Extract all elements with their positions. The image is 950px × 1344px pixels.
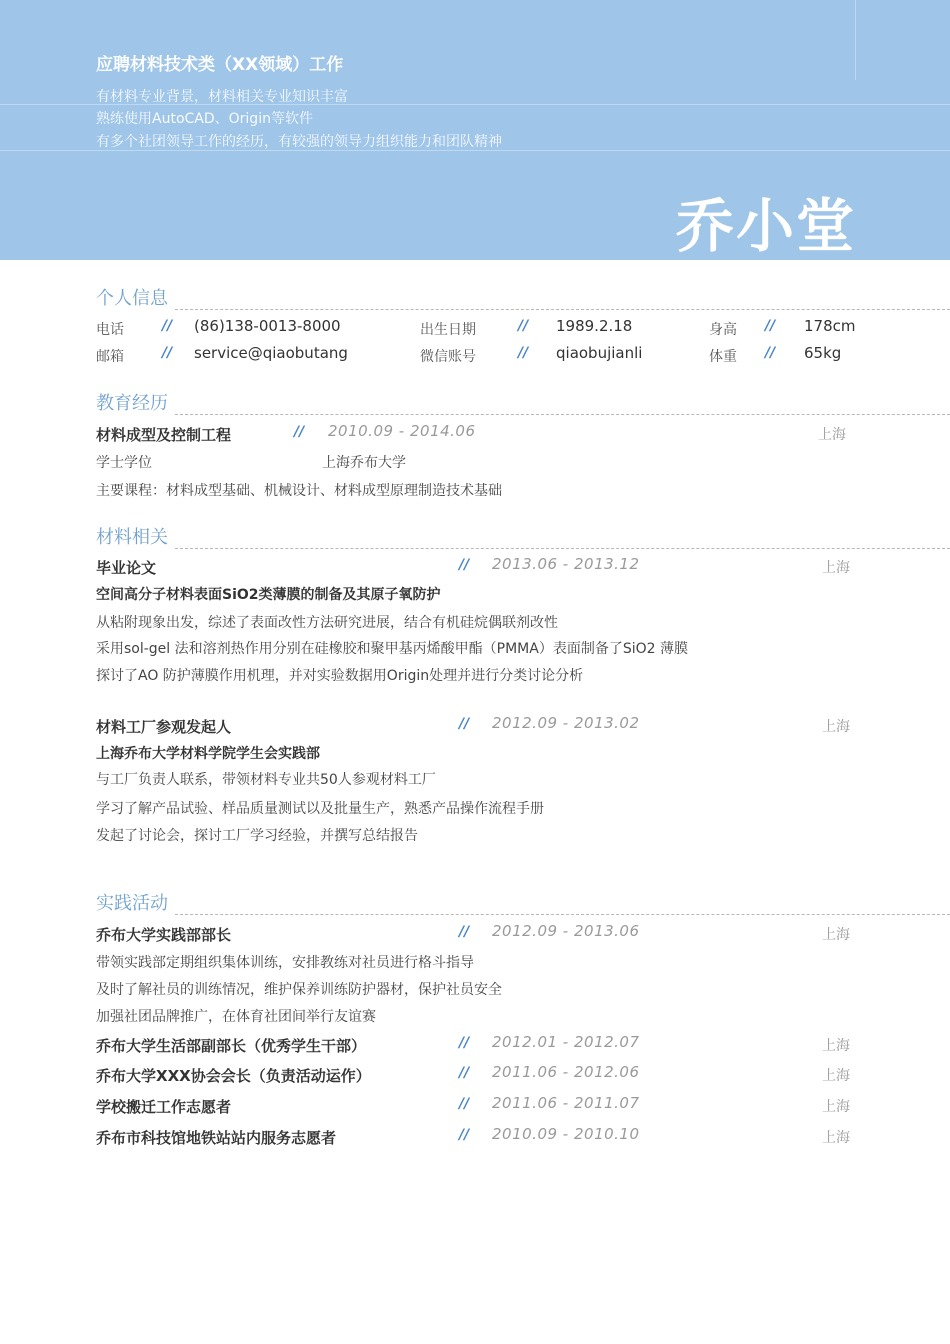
header-banner [0,0,950,260]
wechat-label: 微信账号 [420,349,476,365]
birth-label: 出生日期 [420,322,476,338]
separator: // [162,345,173,361]
summary-line: 熟练使用AutoCAD、Origin等软件 [96,111,313,127]
section-divider [175,548,950,549]
experience-subtitle: 空间高分子材料表面SiO2类薄膜的制备及其原子氧防护 [96,587,441,603]
experience-role: 材料工厂参观发起人 [96,718,232,736]
activity-location: 上海 [822,1038,850,1054]
activity-location: 上海 [822,1130,850,1146]
experience-detail: 采用sol-gel 法和溶剂热作用分别在硅橡胶和聚甲基丙烯酸甲酯（PMMA）表面制备了SiO2 薄膜 [96,641,688,657]
education-courses: 主要课程：材料成型基础、机械设计、材料成型原理制造技术基础 [96,483,502,499]
experience-location: 上海 [822,560,850,576]
birth-value: 1989.2.18 [556,317,633,335]
weight-label: 体重 [709,349,737,365]
activity-detail: 及时了解社员的训练情况，维护保养训练防护器材，保护社员安全 [96,982,502,998]
experience-date: 2013.06 - 2013.12 [492,555,640,573]
experience-subtitle: 上海乔布大学材料学院学生会实践部 [96,746,320,762]
job-objective: 应聘材料技术类（XX领域）工作 [96,55,344,75]
separator: // [294,424,305,440]
education-location: 上海 [818,427,846,443]
email-value: service@qiaobutang [194,344,348,362]
phone-value: (86)138-0013-8000 [194,317,341,335]
activity-role: 乔布市科技馆地铁站站内服务志愿者 [96,1129,337,1147]
section-divider [175,414,950,415]
experience-date: 2012.09 - 2013.02 [492,714,640,732]
activity-role: 乔布大学生活部副部长（优秀学生干部） [96,1037,367,1055]
separator: // [459,924,470,940]
separator: // [459,557,470,573]
experience-detail: 与工厂负责人联系，带领材料专业共50人参观材料工厂 [96,772,436,788]
separator: // [459,1065,470,1081]
candidate-name: 乔小堂 [676,192,857,260]
activity-role: 乔布大学实践部部长 [96,926,232,944]
education-degree: 学士学位 [96,455,152,471]
section-title-education: 教育经历 [96,393,168,414]
summary-line: 有材料专业背景，材料相关专业知识丰富 [96,89,348,105]
section-divider [175,914,950,915]
activity-role: 学校搬迁工作志愿者 [96,1098,232,1116]
separator: // [765,318,776,334]
activity-location: 上海 [822,1099,850,1115]
separator: // [518,318,529,334]
activity-date: 2012.01 - 2012.07 [492,1033,640,1051]
activity-date: 2011.06 - 2011.07 [492,1094,640,1112]
experience-detail: 从粘附现象出发，综述了表面改性方法研究进展，结合有机硅烷偶联剂改性 [96,615,558,631]
separator: // [765,345,776,361]
activity-date: 2011.06 - 2012.06 [492,1063,640,1081]
separator: // [459,1127,470,1143]
activity-location: 上海 [822,927,850,943]
section-divider [175,309,950,310]
section-title-personal: 个人信息 [96,288,168,309]
height-value: 178cm [804,317,856,335]
separator: // [459,1035,470,1051]
experience-detail: 探讨了AO 防护薄膜作用机理，并对实验数据用Origin处理并进行分类讨论分析 [96,668,584,684]
education-major: 材料成型及控制工程 [96,426,232,444]
education-school: 上海乔布大学 [322,455,406,471]
activity-date: 2012.09 - 2013.06 [492,922,640,940]
section-title-materials: 材料相关 [96,527,168,548]
section-title-practice: 实践活动 [96,893,168,914]
activity-location: 上海 [822,1068,850,1084]
separator: // [459,1096,470,1112]
experience-role: 毕业论文 [96,559,157,577]
experience-location: 上海 [822,719,850,735]
education-date: 2010.09 - 2014.06 [328,422,476,440]
email-label: 邮箱 [96,349,124,365]
phone-label: 电话 [96,322,124,338]
activity-date: 2010.09 - 2010.10 [492,1125,640,1143]
separator: // [518,345,529,361]
wechat-value: qiaobujianli [556,344,643,362]
experience-detail: 发起了讨论会，探讨工厂学习经验，并撰写总结报告 [96,828,418,844]
summary-line: 有多个社团领导工作的经历，有较强的领导力组织能力和团队精神 [96,134,502,150]
height-label: 身高 [709,322,737,338]
banner-line [855,0,856,80]
activity-detail: 加强社团品牌推广，在体育社团间举行友谊赛 [96,1009,376,1025]
activity-detail: 带领实践部定期组织集体训练，安排教练对社员进行格斗指导 [96,955,474,971]
activity-role: 乔布大学XXX协会会长（负责活动运作） [96,1067,371,1085]
experience-detail: 学习了解产品试验、样品质量测试以及批量生产，熟悉产品操作流程手册 [96,801,544,817]
weight-value: 65kg [804,344,842,362]
separator: // [162,318,173,334]
separator: // [459,716,470,732]
